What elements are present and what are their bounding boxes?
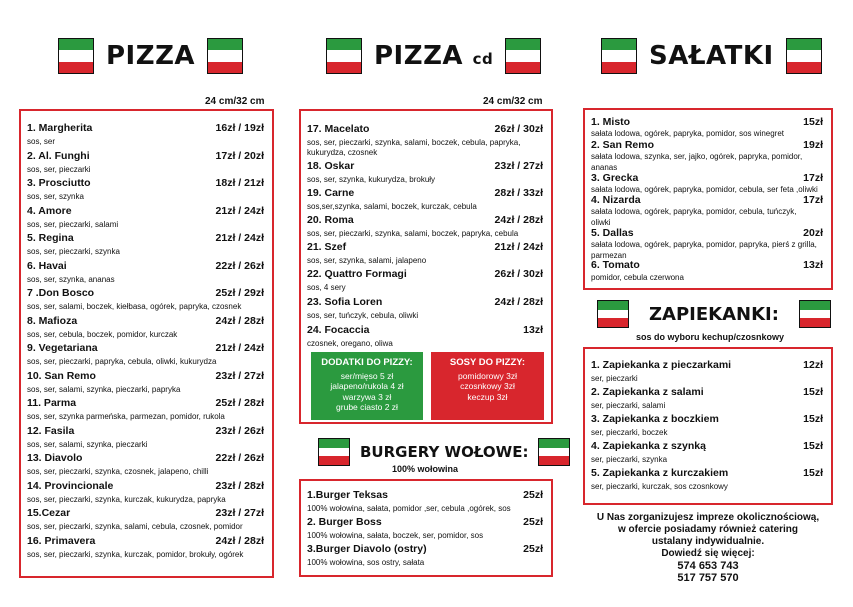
note-line: w ofercie posiadamy również catering: [617, 524, 799, 535]
item-price: 25zł / 29zł: [215, 287, 264, 299]
item-description: sałata lodowa, ogórek, papryka, pomidor, cebula, tuńczyk,: [591, 207, 797, 216]
item-description-cont: ananas: [591, 163, 618, 172]
item-price: 28zł / 33zł: [494, 187, 543, 199]
pizza-cd-title: [374, 41, 493, 71]
pizza-sauce-line: czosnkowy 3zł: [460, 381, 515, 391]
item-name: 18. Oskar: [307, 160, 355, 172]
item-description: ser, pieczarki: [591, 374, 638, 383]
item-price: 24zł / 28zł: [215, 534, 264, 547]
menu-item[interactable]: [585, 413, 831, 438]
item-name: 14. Provincionale: [27, 479, 114, 492]
burgery-subtitle: 100% wołowina: [391, 464, 459, 474]
salatki-menu-box: [583, 108, 833, 290]
menu-item[interactable]: [585, 139, 831, 173]
menu-item[interactable]: [301, 268, 551, 293]
item-price: 22zł / 26zł: [215, 452, 264, 464]
item-name: 9. Vegetariana: [27, 342, 98, 354]
pizza-title: PIZZA: [106, 41, 196, 71]
item-price: 21zł / 24zł: [215, 342, 264, 354]
menu-item[interactable]: [301, 324, 551, 349]
item-price: 17zł: [803, 172, 823, 184]
item-description: sos, ser, salami, szynka, pieczarki: [27, 439, 148, 449]
pizza-extras-panel: [311, 352, 423, 420]
item-description: sos, ser, pieczarki, szynka, kurczak, pomidor, brokuły, ogórek: [27, 549, 244, 559]
italian-flag-icon: [326, 38, 362, 74]
item-name: 4. Amore: [27, 204, 72, 217]
item-description: sos, ser, szynka: [27, 192, 84, 201]
menu-item[interactable]: [585, 440, 831, 465]
menu-item[interactable]: [585, 172, 831, 195]
menu-item[interactable]: [301, 214, 551, 239]
menu-item[interactable]: [21, 507, 272, 532]
menu-item[interactable]: [21, 480, 272, 505]
pizza-cd-title-main: PIZZA: [374, 41, 464, 71]
menu-item[interactable]: [21, 122, 272, 147]
pizza-sizes: 24 cm/32 cm: [205, 96, 265, 107]
item-price: 18zł / 21zł: [215, 177, 264, 189]
menu-item[interactable]: [585, 227, 831, 261]
item-name: 6. Havai: [27, 259, 67, 272]
pizza-heading: [58, 38, 243, 74]
item-description: sos, ser, pieczarki, szynka, salami, boczek, papryka, cebula: [307, 229, 519, 238]
item-name: 1. Margherita: [27, 122, 93, 134]
menu-item[interactable]: [585, 116, 831, 139]
item-description: sos, ser, pieczarki, papryka, cebula, oliwki, kukurydza: [27, 357, 217, 366]
item-price: 15zł: [803, 386, 823, 398]
note-line: ustalany indywidualnie.: [651, 536, 765, 547]
menu-item[interactable]: [301, 296, 551, 321]
phone-number[interactable]: 574 653 743: [677, 560, 739, 572]
item-name: 3. Zapiekanka z boczkiem: [591, 413, 719, 425]
italian-flag-icon: [318, 438, 350, 466]
item-description: sałata lodowa, ogórek, papryka, pomidor, sos winegret: [591, 129, 784, 138]
burgery-heading: [318, 438, 570, 466]
item-price: 23zł / 26zł: [215, 424, 264, 437]
menu-item[interactable]: [301, 123, 551, 158]
item-name: 1. Zapiekanka z pieczarkami: [591, 359, 732, 371]
menu-item[interactable]: [301, 187, 551, 212]
item-description: sos, ser: [27, 137, 56, 146]
item-name: 1.Burger Teksas: [307, 489, 388, 501]
item-price: 21zł / 24zł: [494, 241, 543, 253]
item-price: 25zł: [523, 516, 543, 528]
item-price: 15zł: [803, 467, 823, 479]
item-description: sos,ser,szynka, salami, boczek, kurczak, cebula: [307, 202, 477, 211]
item-price: 23zł / 27zł: [494, 160, 543, 172]
menu-item[interactable]: [21, 342, 272, 367]
menu-item[interactable]: [21, 370, 272, 395]
item-price: 21zł / 24zł: [215, 232, 264, 244]
item-name: 2. Zapiekanka z salami: [591, 386, 704, 398]
item-price: 23zł / 28zł: [215, 479, 264, 492]
phone-number[interactable]: 517 757 570: [677, 572, 739, 584]
item-description-cont: parmezan: [591, 251, 627, 260]
item-price: 12zł: [803, 359, 823, 371]
italian-flag-icon: [58, 38, 94, 74]
menu-item[interactable]: [21, 260, 272, 285]
item-description-cont: oliwki: [591, 218, 611, 227]
item-name: 11. Parma: [27, 397, 77, 409]
menu-item[interactable]: [21, 232, 272, 257]
item-price: 13zł: [523, 324, 543, 336]
item-description: sos, ser, pieczarki, szynka, salami, cebula, czosnek, pomidor: [27, 522, 243, 531]
item-name: 22. Quattro Formagi: [307, 268, 407, 280]
item-price: 17zł / 20zł: [215, 149, 264, 162]
zapiekanki-heading: [597, 300, 831, 328]
item-price: 19zł: [803, 139, 823, 151]
item-price: 24zł / 28zł: [494, 296, 543, 308]
item-description: 100% wołowina, sos ostry, sałata: [307, 558, 425, 567]
item-description: ser, pieczarki, boczek: [591, 428, 668, 437]
menu-item[interactable]: [21, 452, 272, 477]
item-price: 22zł / 26zł: [215, 259, 264, 272]
item-price: 26zł / 30zł: [494, 123, 543, 135]
item-name: 6. Tomato: [591, 259, 640, 271]
item-description: sałata lodowa, szynka, ser, jajko, ogórek, papryka, pomidor,: [591, 152, 803, 161]
item-name: 3. Grecka: [591, 172, 639, 184]
item-price: 23zł / 27zł: [215, 369, 264, 382]
note-line: Dowiedź się więcej:: [661, 548, 755, 559]
item-price: 24zł / 28zł: [494, 214, 543, 226]
menu-item[interactable]: [301, 489, 551, 514]
item-description: sos, ser, salami, boczek, kiełbasa, ogórek, papryka, czosnek: [27, 302, 242, 311]
item-description: sos, ser, pieczarki, szynka, czosnek, jalapeno, chilli: [27, 467, 209, 476]
item-price: 25zł: [523, 543, 543, 555]
menu-item[interactable]: [301, 241, 551, 266]
pizza-sauces-title: SOSY DO PIZZY:: [449, 357, 526, 368]
item-name: 16. Primavera: [27, 534, 96, 547]
item-description: sos, ser, szynka, salami, jalapeno: [307, 256, 427, 265]
item-name: 3. Prosciutto: [27, 177, 91, 189]
item-price: 16zł / 19zł: [215, 122, 264, 134]
item-name: 2. Burger Boss: [307, 516, 382, 528]
item-name: 13. Diavolo: [27, 452, 83, 464]
menu-item[interactable]: [21, 287, 272, 312]
menu-item[interactable]: [21, 535, 272, 560]
item-name: 3.Burger Diavolo (ostry): [307, 543, 427, 555]
item-description: sos, ser, szynka, kukurydza, brokuły: [307, 175, 436, 184]
menu-item[interactable]: [585, 467, 831, 492]
menu-item[interactable]: [585, 359, 831, 384]
item-description: sos, ser, salami, szynka, pieczarki, papryka: [27, 384, 181, 394]
item-name: 2. Al. Funghi: [27, 149, 90, 162]
item-name: 24. Focaccia: [307, 324, 370, 336]
item-description: sos, 4 sery: [307, 283, 346, 292]
item-name: 19. Carne: [307, 187, 355, 199]
menu-item[interactable]: [21, 397, 272, 422]
item-description: 100% wołowina, sałata, pomidor ,ser, cebula ,ogórek, sos: [307, 504, 511, 513]
item-name: 20. Roma: [307, 214, 354, 226]
item-description-cont: kukurydza, czosnek: [307, 148, 378, 157]
item-description: sałata lodowa, ogórek, papryka, pomidor, papryka, pierś z grilla,: [591, 240, 817, 249]
item-price: 15zł: [803, 116, 823, 128]
item-description: sałata lodowa, ogórek, papryka, pomidor, cebula, ser feta ,oliwki: [591, 185, 818, 194]
menu-item[interactable]: [585, 259, 831, 283]
burgery-menu-box: [299, 479, 553, 577]
item-name: 2. San Remo: [591, 139, 655, 151]
item-name: 4. Zapiekanka z szynką: [591, 440, 706, 452]
item-description: sos, ser, szynka parmeńska, parmezan, pomidor, rukola: [27, 412, 225, 421]
item-description: pomidor, cebula czerwona: [591, 273, 684, 282]
pizza-cd-heading: [326, 38, 541, 74]
item-description: sos, ser, tuńczyk, cebula, oliwki: [307, 311, 419, 320]
pizza-sauces-panel: [431, 352, 544, 420]
item-description: ser, pieczarki, szynka: [591, 455, 668, 464]
italian-flag-icon: [799, 300, 831, 328]
zapiekanki-subtitle: sos do wyboru kechup/czosnkowy: [635, 332, 785, 342]
item-description: sos, ser, pieczarki, szynka, salami, boczek, cebula, papryka,: [307, 138, 521, 147]
menu-item[interactable]: [21, 425, 272, 450]
pizza-extras-title: DODATKI DO PIZZY:: [321, 357, 413, 368]
item-description: sos, ser, pieczarki, szynka: [27, 247, 120, 256]
zapiekanki-menu-box: [583, 347, 833, 505]
menu-item[interactable]: [21, 315, 272, 340]
italian-flag-icon: [207, 38, 243, 74]
salatki-title: SAŁATKI: [649, 41, 774, 71]
item-price: 21zł / 24zł: [215, 204, 264, 217]
zapiekanki-title: ZAPIEKANKI:: [649, 303, 779, 325]
pizza-extra-line: warzywa 3 zł: [342, 391, 392, 402]
item-name: 10. San Remo: [27, 369, 96, 382]
italian-flag-icon: [505, 38, 541, 74]
pizza-cd-sizes: 24 cm/32 cm: [483, 96, 543, 107]
item-price: 23zł / 27zł: [215, 507, 264, 519]
item-name: 21. Szef: [307, 241, 347, 253]
item-price: 15zł: [803, 413, 823, 425]
item-description: sos, ser, cebula, boczek, pomidor, kurczak: [27, 329, 178, 339]
item-name: 15.Cezar: [27, 507, 71, 519]
item-name: 17. Macelato: [307, 123, 370, 135]
catering-note: [583, 512, 833, 584]
menu-item[interactable]: [301, 543, 551, 568]
pizza-extra-line: ser/mięso 5 zł: [340, 370, 394, 381]
italian-flag-icon: [597, 300, 629, 328]
menu-item[interactable]: [21, 205, 272, 230]
item-name: 1. Misto: [591, 116, 631, 128]
item-description: ser, pieczarki, kurczak, sos czosnkowy: [591, 482, 728, 491]
pizza-sauce-line: keczup 3zł: [467, 391, 508, 402]
item-name: 5. Dallas: [591, 227, 634, 239]
pizza-cd-title-suffix: cd: [472, 50, 494, 68]
item-price: 15zł: [803, 440, 823, 452]
menu-item[interactable]: [585, 386, 831, 411]
salatki-heading: [601, 38, 822, 74]
item-description: czosnek, oregano, oliwa: [307, 339, 393, 348]
pizza-menu-box: [19, 109, 274, 578]
item-name: 5. Regina: [27, 232, 74, 244]
pizza-sauce-line: pomidorowy 3zł: [457, 370, 518, 381]
item-description: sos, ser, pieczarki, salami: [27, 219, 119, 229]
item-name: 5. Zapiekanka z kurczakiem: [591, 467, 729, 479]
pizza-cd-menu-box: [299, 109, 553, 424]
item-description: sos, ser, pieczarki, szynka, kurczak, kukurydza, papryka: [27, 494, 226, 504]
item-name: 23. Sofia Loren: [307, 296, 383, 308]
burgery-title: BURGERY WOŁOWE:: [360, 443, 529, 461]
italian-flag-icon: [601, 38, 637, 74]
item-price: 25zł: [523, 489, 543, 501]
menu-item[interactable]: [301, 516, 551, 541]
item-name: 4. Nizarda: [591, 194, 641, 206]
item-name: 12. Fasila: [27, 424, 75, 437]
item-name: 8. Mafioza: [27, 314, 78, 327]
item-name: 7 .Don Bosco: [27, 287, 95, 299]
item-price: 20zł: [803, 227, 823, 239]
item-description: sos, ser, pieczarki: [27, 164, 91, 174]
item-description: ser, pieczarki, salami: [591, 401, 666, 410]
menu-item[interactable]: [585, 194, 831, 228]
item-price: 26zł / 30zł: [494, 268, 543, 280]
menu-item[interactable]: [21, 177, 272, 202]
item-price: 17zł: [803, 194, 823, 206]
pizza-extra-line: grube ciasto 2 zł: [336, 402, 398, 412]
item-description: 100% wołowina, sałata, boczek, ser, pomidor, sos: [307, 531, 484, 540]
menu-item[interactable]: [21, 150, 272, 175]
item-price: 13zł: [803, 259, 823, 271]
italian-flag-icon: [786, 38, 822, 74]
italian-flag-icon: [538, 438, 570, 466]
pizza-extra-line: jalapeno/rukola 4 zł: [330, 381, 404, 391]
item-description: sos, ser, szynka, ananas: [27, 274, 115, 284]
note-line: U Nas zorganizujesz impreze okolicznościową,: [596, 512, 820, 523]
item-price: 24zł / 28zł: [215, 314, 264, 327]
menu-item[interactable]: [301, 160, 551, 185]
item-price: 25zł / 28zł: [215, 397, 264, 409]
